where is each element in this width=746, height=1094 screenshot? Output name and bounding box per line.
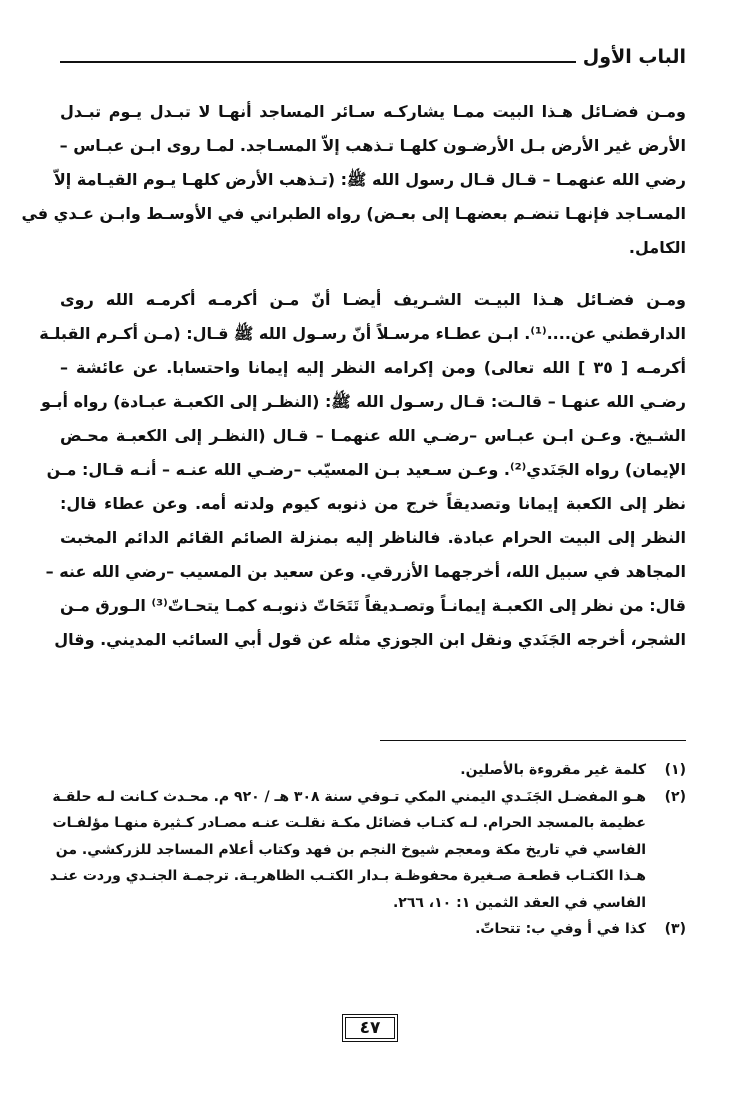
footnote-text: هـو المفضـل الجَنَـدي اليمني المكي تـوفي سنة ٣٠٨ هـ / ٩٢٠ م. محـدث كـانت لـه حلقـة xyxy=(52,788,646,805)
footnote-2-line: الفاسي في تاريخ مكة ومعجم شيوخ النجم بن فهد وكتاب أعلام المساجد للزركشي. من xyxy=(55,841,646,858)
footnote-number: (٢) xyxy=(664,788,686,805)
text-line: الأرض غير الأرض بـل الأرضـون كلهـا تـذهب إلاّ المسـاجد. لمـا روى ابـن عبـاس – xyxy=(59,136,686,155)
page-header xyxy=(60,42,686,76)
text-line: المسـاجد فإنهـا تنضـم بعضهـا إلى بعـض) رواه الطبراني في الأوسـط وابـن عـدي في xyxy=(21,204,686,223)
text-line: المجاهد في سبيل الله، أخرجهما الأزرقي. وعن سعيد بن المسيب –رضي الله عنه – xyxy=(45,562,686,581)
footnote-text: كذا في أ وفي ب: تتحاتّ. xyxy=(475,921,646,937)
footnote-2-line: عظيمة بالمسجد الحرام. لـه كتـاب فضائل مكـة نقلـت عنـه مصـادر كـثيرة منهـا مؤلفـات xyxy=(52,815,646,831)
footnote-number: (١) xyxy=(664,762,686,778)
text-line: النظر إلى البيت الحرام عبادة. فالناظر إليه بمنزلة الصائم القائم الدائم المخبت xyxy=(60,528,686,547)
footnote-text: كلمة غير مقروءة بالأصلين. xyxy=(460,762,646,778)
page-number xyxy=(342,1014,398,1042)
chapter-title: الباب الأول xyxy=(582,46,686,68)
paragraph-gap xyxy=(60,265,686,283)
text-line: ومـن فضـائل هـذا البيـت الشـريف أيضـا أنّ مـن أكرمـه أكرمـه الله روى xyxy=(60,290,686,309)
footnote-divider xyxy=(380,740,686,741)
text-line: الشجر، أخرجه الجَنَدي ونقل ابن الجوزي مثله عن قول أبي السائب المديني. وقال xyxy=(54,630,686,649)
text-line: الإيمان) رواه الجَنَدي⁽²⁾. وعـن سـعيد بـن المسيّب –رضـي الله عنـه – أنـه قـال: مـن xyxy=(46,460,686,479)
footnotes xyxy=(49,757,686,943)
text-line: ومـن فضـائل هـذا البيت ممـا يشاركـه سـائر المساجد أنهـا لا تبـدل يـوم تبـدل xyxy=(60,102,686,121)
footnote-2-line: هـذا الكتـاب قطعـة صـغيرة محفوظـة بـدار الكتـب الظاهريـة. ترجمـة الجنـدي وردت عنـد xyxy=(49,868,646,884)
text-line: الكامل. xyxy=(628,238,686,257)
footnote-number: (٣) xyxy=(664,921,686,937)
text-line: الشـيخ. وعـن ابـن عبـاس –رضـي الله عنهمـا – قـال (النظـر إلى الكعبـة محـض xyxy=(60,426,686,445)
footnote-2-line: الفاسي في العقد الثمين ١: ١٠، ٢٦٦. xyxy=(392,894,646,911)
footnote-2 xyxy=(52,784,686,811)
text-line: قال: من نظر إلى الكعبـة إيمانـاً وتصـديقاً تَتَحَاتّ ذنوبـه كمـا يتحـاتّ⁽³⁾ الـورق مـن xyxy=(60,596,687,615)
footnote-1 xyxy=(60,757,686,784)
text-line: أكرمـه [ ٣٥ ] الله تعالى) ومن إكرامه النظر إليه إيمانا واحتسابا. عن عائشة – xyxy=(60,358,687,377)
text-line: الدارقطني عن....⁽¹⁾. ابـن عطـاء مرسـلاً أنّ رسـول الله ﷺ قـال: (مـن أكـرم القبلـة xyxy=(39,324,686,343)
text-line: رضي الله عنهمـا – قـال قـال رسول الله ﷺ: (تـذهب الأرض كلهـا يـوم القيـامة إلاّ xyxy=(53,170,686,189)
text-line: نظر إلى الكعبة إيمانا وتصديقاً خرج من ذنوبه كيوم ولدته أمه. وعن عطاء قال: xyxy=(60,494,686,513)
footnote-3 xyxy=(60,916,686,943)
header-rule xyxy=(60,61,576,63)
page-number-text: ٤٧ xyxy=(359,1018,381,1038)
text-line: رضـي الله عنهـا – قالـت: قـال رسـول الله ﷺ: (النظـر إلى الكعبـة عبـادة) رواه أبـو xyxy=(41,392,686,411)
main-text xyxy=(21,95,687,657)
